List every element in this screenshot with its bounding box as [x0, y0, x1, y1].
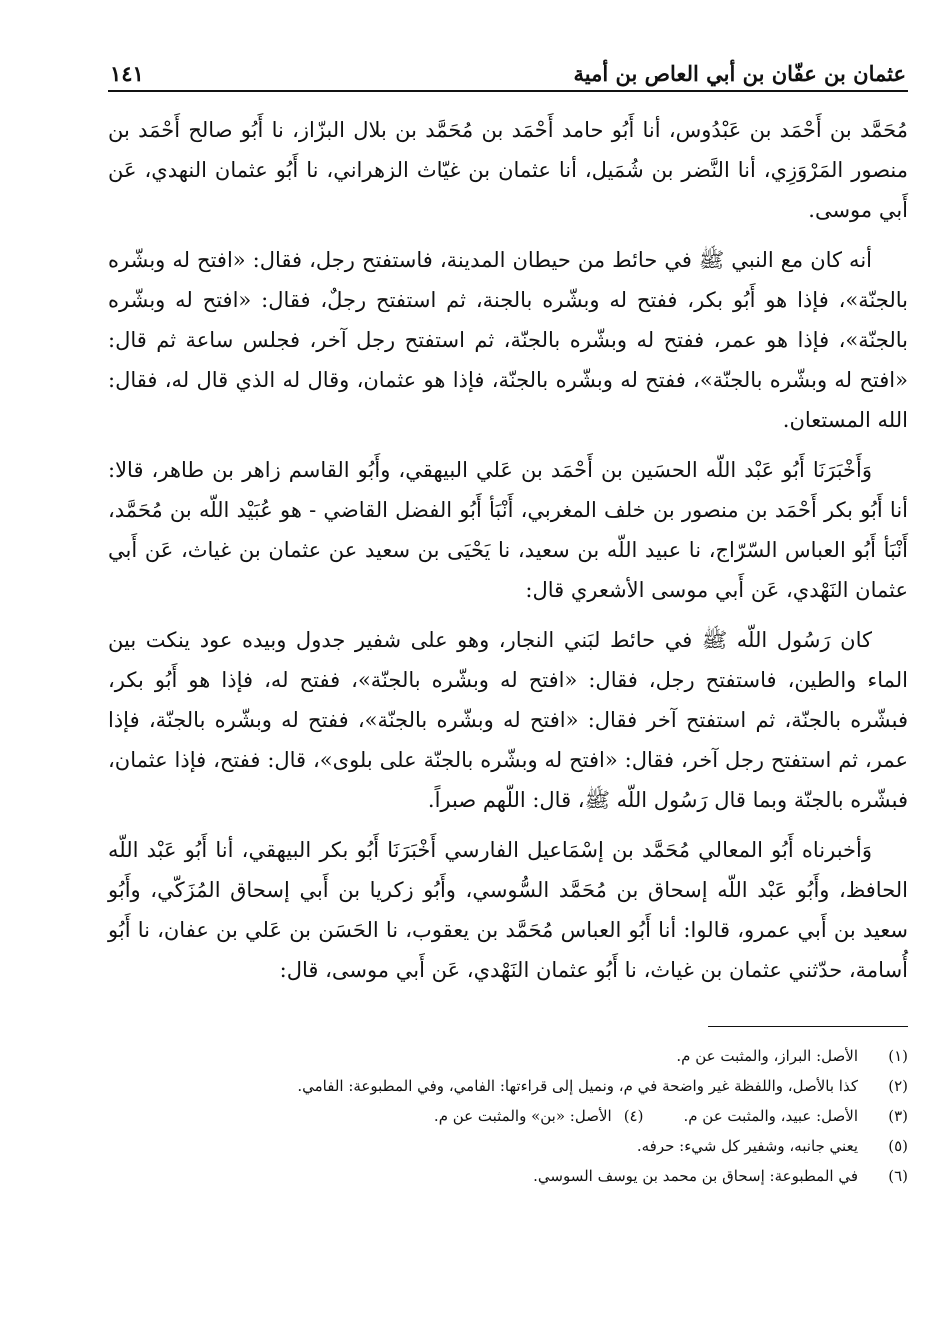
footnote-number: (٣) — [888, 1107, 908, 1125]
footnote-number: (٥) — [888, 1137, 908, 1155]
footnote-6 — [108, 1161, 908, 1191]
footnote-3-4 — [108, 1101, 908, 1131]
paragraph-2: أنه كان مع النبي ﷺ في حائط من حيطان المدينة، فاستفتح رجل، فقال: «افتح له وبشّره بالجنّة»، فإذا هو أَبُو بكر، ففتح له وبشّره بالجنة، ثم استفتح رجلٌ، فقال: «افتح له وبشّره بالجنّة»، فإذا هو عمر، ففتح له وبشّره بالجنّة، ثم استفتح رجل آخر، فجلس ساعة ثم قال: «افتح له وبشّره بالجنّة»، ففتح له وبشّره بالجنّة، فإذا هو عثمان، وقال له الذي قال له، فقال: الله المستعان. — [108, 248, 908, 432]
page-number: ١٤١ — [110, 61, 144, 86]
book-page — [108, 46, 908, 1191]
page-header — [108, 46, 908, 92]
running-title: عثمان بن عفّان بن أبي العاص بن أمية — [573, 61, 906, 86]
footnote-text: في المطبوعة: إسحاق بن محمد بن يوسف السوسي. — [533, 1167, 858, 1185]
footnote-number: (٦) — [888, 1167, 908, 1185]
paragraph-4: كان رَسُول اللّه ﷺ في حائط لبَني النجار، وهو على شفير جدول وبيده عود ينكت بين الماء والطين، فاستفتح رجل، فقال: «افتح له وبشّره بالجنّة»، ففتح له، فإذا هو أَبُو بكر، فبشّره بالجنّة، ثم استفتح آخر فقال: «افتح له وبشّره بالجنّة»، ففتح له وبشّره بالجنّة، فإذا عمر، ثم استفتح رجل آخر، فقال: «افتح له وبشّره بالجنّة على بلوى»، قال: ففتح، فإذا عثمان، فبشّره بالجنّة وبما قال رَسُول اللّه ﷺ، قال: اللّهم صبراً. — [108, 628, 908, 812]
paragraph-3: وَأَخْبَرَنَا أَبُو عَبْد اللّه الحسَين بن أَحْمَد بن عَلي البيهقي، وأَبُو القاسم زاهر بن طاهر، قالا: أنا أَبُو بكر أَحْمَد بن منصور بن خلف المغربي، أَنْبَأ أَبُو الفضل القاضي - هو عُبَيْد اللّه بن مُحَمَّد، أَنْبَأ أَبُو العباس السّرّاج، نا عبيد اللّه بن سعيد، نا يَحْيَى بن سعيد عن عثمان بن غياث، عَن أَبي عثمان النَهْدي، عَن أَبي موسى الأشعري قال: — [108, 458, 908, 602]
paragraph-1: مُحَمَّد بن أَحْمَد بن عَبْدُوس، أنا أَبُو حامد أَحْمَد بن مُحَمَّد بن بلال البزّاز، نا أَبُو صالح أَحْمَد بن منصور المَرْوَزِي، أنا النَّضر بن شُمَيل، أنا عثمان بن غيّاث الزهراني، نا أَبُو عثمان النهدي، عَن أَبي موسى. — [108, 118, 908, 222]
footnote-separator — [708, 1026, 908, 1027]
footnote-2 — [108, 1071, 908, 1101]
footnote-text: الأصل: عبيد، والمثبت عن م. — [683, 1107, 858, 1125]
footnote-text: كذا بالأصل، واللفظة غير واضحة في م، ونميل إلى قراءتها: الفامي، وفي المطبوعة: الفامي. — [297, 1077, 858, 1095]
footnote-number: (٢) — [888, 1077, 908, 1095]
footnote-text: يعني جانبه، وشفير كل شيء: حرفه. — [636, 1137, 858, 1155]
main-text — [108, 110, 908, 990]
paragraph-5: وَأخبرناه أَبُو المعالي مُحَمَّد بن إسْمَاعيل الفارسي أَخْبَرَنَا أَبُو بكر البيهقي، أنا أَبُو عَبْد اللّه الحافظ، وأَبُو عَبْد اللّه إسحاق بن مُحَمَّد السُّوسي، وأَبُو زكريا بن أَبي إسحاق المُزَكّي، وأَبُو سعيد بن أَبي عمرو، قالوا: أنا أَبُو العباس مُحَمَّد بن يعقوب، نا الحَسَن بن عَلي بن عفان، نا أَبُو أُسامة، حدّثني عثمان بن غياث، نا أَبُو عثمان النَهْدي، عَن أَبي موسى، قال: — [108, 838, 908, 982]
footnote-text: الأصل: البراز، والمثبت عن م. — [676, 1047, 858, 1065]
footnote-text: الأصل: «بن» والمثبت عن م. — [433, 1107, 612, 1125]
footnotes — [108, 1041, 908, 1191]
footnote-number: (٤) — [623, 1107, 644, 1125]
footnote-5 — [108, 1131, 908, 1161]
footnote-number: (١) — [888, 1047, 908, 1065]
footnote-4 — [434, 1101, 644, 1131]
footnote-1 — [108, 1041, 908, 1071]
